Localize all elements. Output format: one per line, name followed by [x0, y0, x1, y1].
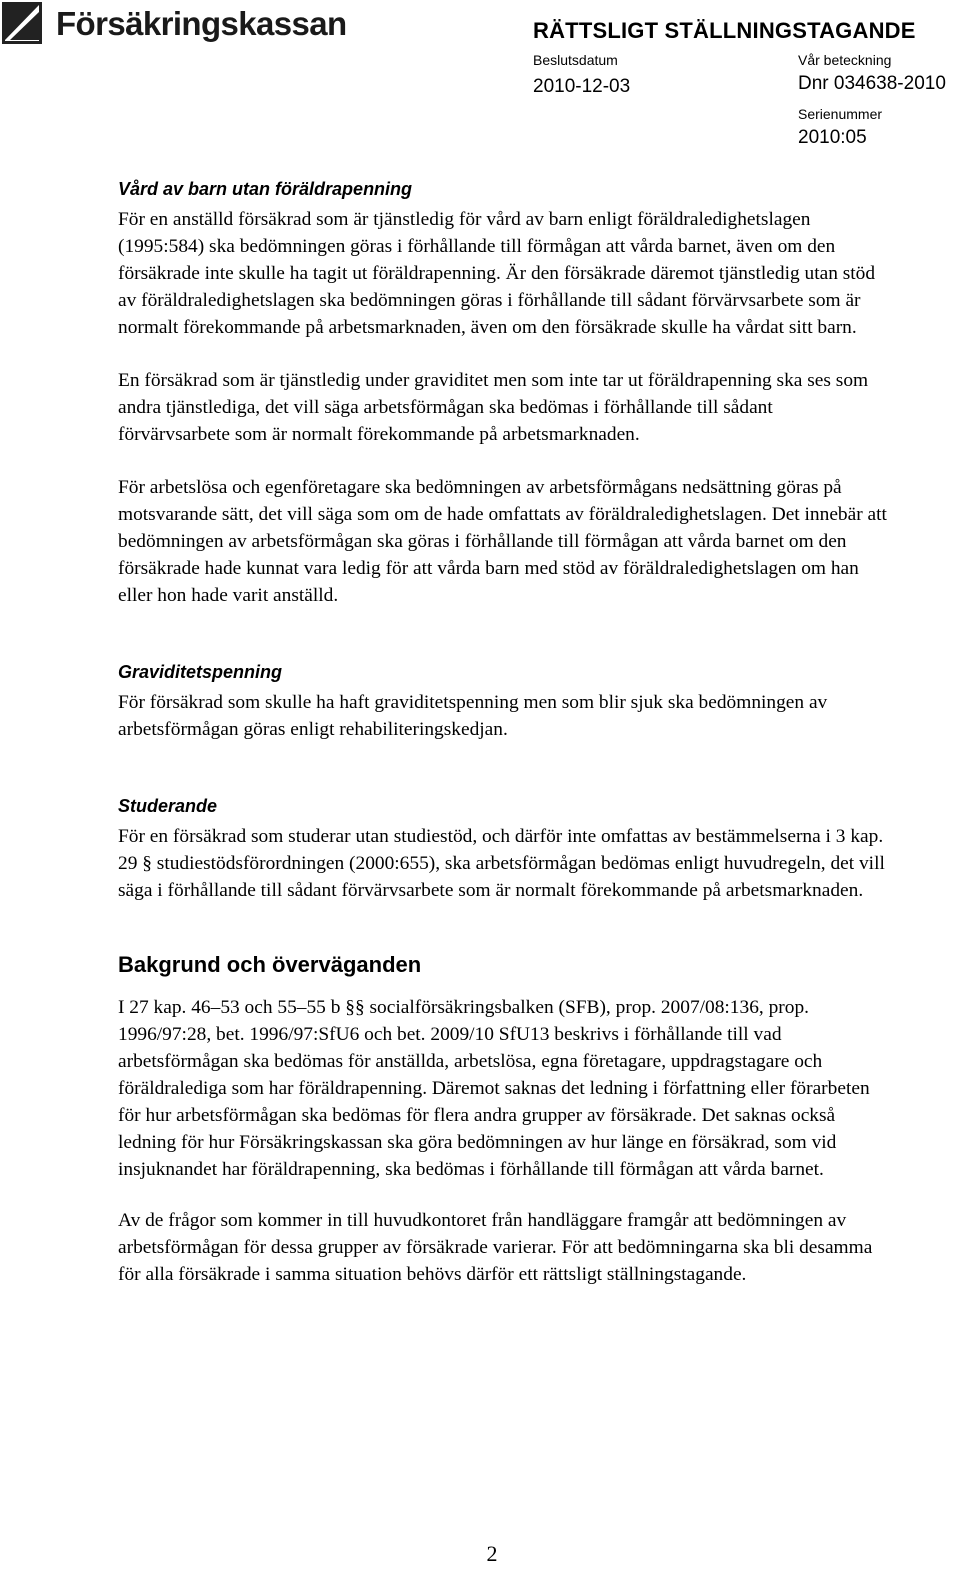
section-heading-vard: Vård av barn utan föräldrapenning [118, 179, 413, 199]
section-heading-bakgrund: Bakgrund och överväganden [118, 952, 422, 977]
page-number: 2 [486, 1541, 498, 1566]
logo-icon [2, 2, 42, 44]
serial-number: 2010:05 [798, 127, 867, 148]
serial-label: Serienummer [798, 106, 883, 122]
section-heading-graviditet: Graviditetspenning [118, 662, 283, 682]
decision-date: 2010-12-03 [533, 76, 631, 97]
paragraph: För en försäkrad som studerar utan studiestöd, och därför inte omfattas av bestämmelserna i 3 kap. 29 § studiestödsförordningen (2000:655), ska arbetsförmågan bedömas enligt huvudregeln, det vill säga i förhållande till sådant förvärvsarbete som är normalt förekommande på arbetsmarknaden. [118, 826, 885, 901]
document-type: RÄTTSLIGT STÄLLNINGSTAGANDE [533, 18, 916, 43]
paragraph: För arbetslösa och egenföretagare ska bedömningen av arbetsförmågans nedsättning göras på motsvarande sätt, det vill säga som om de hade omfattats av föräldraledighetslagen. Det innebär att bedömningen av arbetsförmågan ska göras i förhållande till förmågan att vårda barnet om den försäkrade hade kunnat vara ledig för att vårda barn med stöd av föräldraledighetslagen om han eller hon hade varit anställd. [118, 477, 887, 606]
paragraph: För en anställd försäkrad som är tjänstledig för vård av barn enligt föräldraledighetslagen (1995:584) ska bedömningen göras i förhållande till förmågan att vårda barnet, även om den försäkrade inte skulle ha tagit ut föräldrapenning. Är den försäkrade däremot tjänstledig utan stöd av föräldraledighetslagen ska bedömningen göras i förhållande till sådant förvärvsarbete som är normalt förekommande på arbetsmarknaden, även om den försäkrade skulle ha vårdat sitt barn. [118, 209, 876, 338]
section-heading-studerande: Studerande [118, 796, 218, 816]
document-body [118, 176, 888, 1288]
decision-date-label: Beslutsdatum [533, 52, 618, 68]
paragraph: I 27 kap. 46–53 och 55–55 b §§ socialförsäkringsbalken (SFB), prop. 2007/08:136, prop. 1996/97:28, bet. 1996/97:SfU6 och bet. 2009/10 SfU13 beskrivs i förhållande till vad arbetsförmågan ska bedömas för anställda, arbetslösa, egna företagare, uppdragstagare och föräldralediga som har föräldrapenning. Däremot saknas det ledning i författning eller förarbeten för hur arbetsförmågan ska bedömas för flera andra grupper av försäkrade. Det saknas också ledning för hur Försäkringskassan ska göra bedömningen av hur länge en försäkrad, som vid insjuknandet har föräldrapenning, ska bedömas i förhållande till förmågan att vårda barnet. [118, 997, 870, 1180]
reference-number: Dnr 034638-2010 [798, 73, 946, 94]
logo [2, 2, 347, 44]
paragraph: Av de frågor som kommer in till huvudkontoret från handläggare framgår att bedömningen av arbetsförmågan för dessa grupper av försäkrade varierar. För att bedömningarna ska bli desamma för alla försäkrade i samma situation behövs därför ett rättsligt ställningstagande. [118, 1210, 873, 1285]
paragraph: En försäkrad som är tjänstledig under graviditet men som inte tar ut föräldrapenning ska ses som andra tjänstlediga, det vill säga arbetsförmågan ska bedömas i förhållande till sådant förvärvsarbete som är normalt förekommande på arbetsmarknaden. [118, 370, 869, 445]
reference-label: Vår beteckning [798, 52, 892, 68]
paragraph: För försäkrad som skulle ha haft graviditetspenning men som blir sjuk ska bedömningen av arbetsförmågan göras enligt rehabiliteringskedjan. [118, 692, 828, 740]
logo-text: Försäkringskassan [56, 4, 347, 42]
